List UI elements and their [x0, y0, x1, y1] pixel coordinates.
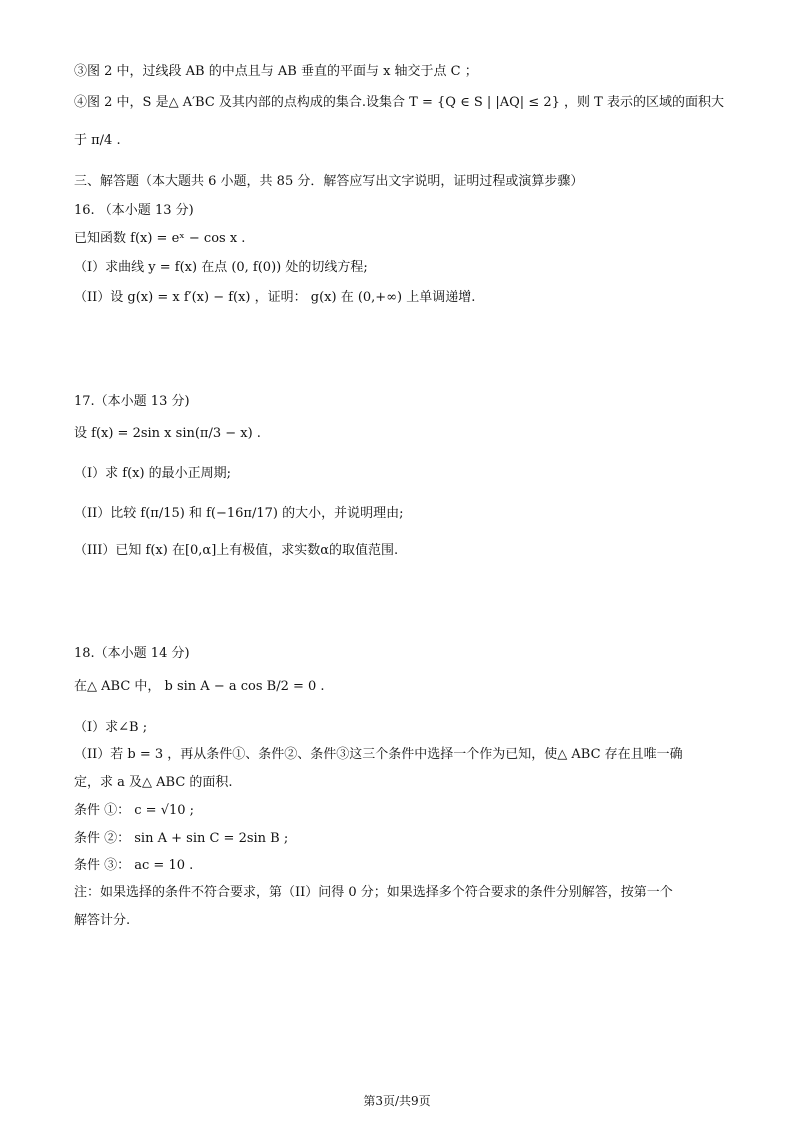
text-line: 条件 ①： c = √10 ; — [74, 803, 195, 818]
text-line: 18.（本小题 14 分) — [74, 646, 190, 661]
page-footer: 第3页/共9页 — [363, 1094, 431, 1108]
text-line: 注：如果选择的条件不符合要求，第（II）问得 0 分；如果选择多个符合要求的条件分别解答，按第一个 — [74, 885, 673, 900]
text-line: （II）若 b = 3 ，再从条件①、条件②、条件③这三个条件中选择一个作为已知，使△ ABC 存在且唯一确 — [74, 747, 683, 762]
text-line: ③图 2 中，过线段 AB 的中点且与 AB 垂直的平面与 x 轴交于点 C ； — [74, 64, 478, 79]
text-line: 17.（本小题 13 分) — [74, 394, 190, 409]
text-line: 在△ ABC 中， b sin A − a cos B/2 = 0 . — [74, 679, 325, 694]
text-line: 于 π/4 . — [74, 133, 121, 148]
text-line: （II）设 g(x) = x f′(x) − f(x) ，证明： g(x) 在 (0,+∞) 上单调递增. — [74, 290, 476, 305]
text-line: 三、解答题（本大题共 6 小题，共 85 分．解答应写出文字说明，证明过程或演算步骤） — [74, 174, 584, 189]
text-line: ④图 2 中，S 是△ A′BC 及其内部的点构成的集合.设集合 T = {Q ∈ S | |AQ| ≤ 2} ，则 T 表示的区域的面积大 — [74, 95, 724, 110]
text-line: （I）求曲线 y = f(x) 在点 (0, f(0)) 处的切线方程; — [74, 260, 368, 275]
text-line: 条件 ③： ac = 10 . — [74, 858, 194, 873]
text-line: 条件 ②： sin A + sin C = 2sin B ; — [74, 831, 289, 846]
text-line: 已知函数 f(x) = eˣ − cos x . — [74, 231, 246, 246]
text-line: （II）比较 f(π/15) 和 f(−16π/17) 的大小，并说明理由; — [74, 506, 404, 521]
text-line: 设 f(x) = 2sin x sin(π/3 − x) . — [74, 426, 261, 441]
text-line: （I）求∠B ; — [74, 720, 148, 735]
text-line: 定，求 a 及△ ABC 的面积. — [74, 775, 233, 790]
text-line: 16. （本小题 13 分) — [74, 203, 194, 218]
text-line: （III）已知 f(x) 在[0,α]上有极值，求实数α的取值范围. — [74, 543, 399, 558]
text-line: 解答计分. — [74, 913, 131, 928]
text-line: （I）求 f(x) 的最小正周期; — [74, 466, 232, 481]
